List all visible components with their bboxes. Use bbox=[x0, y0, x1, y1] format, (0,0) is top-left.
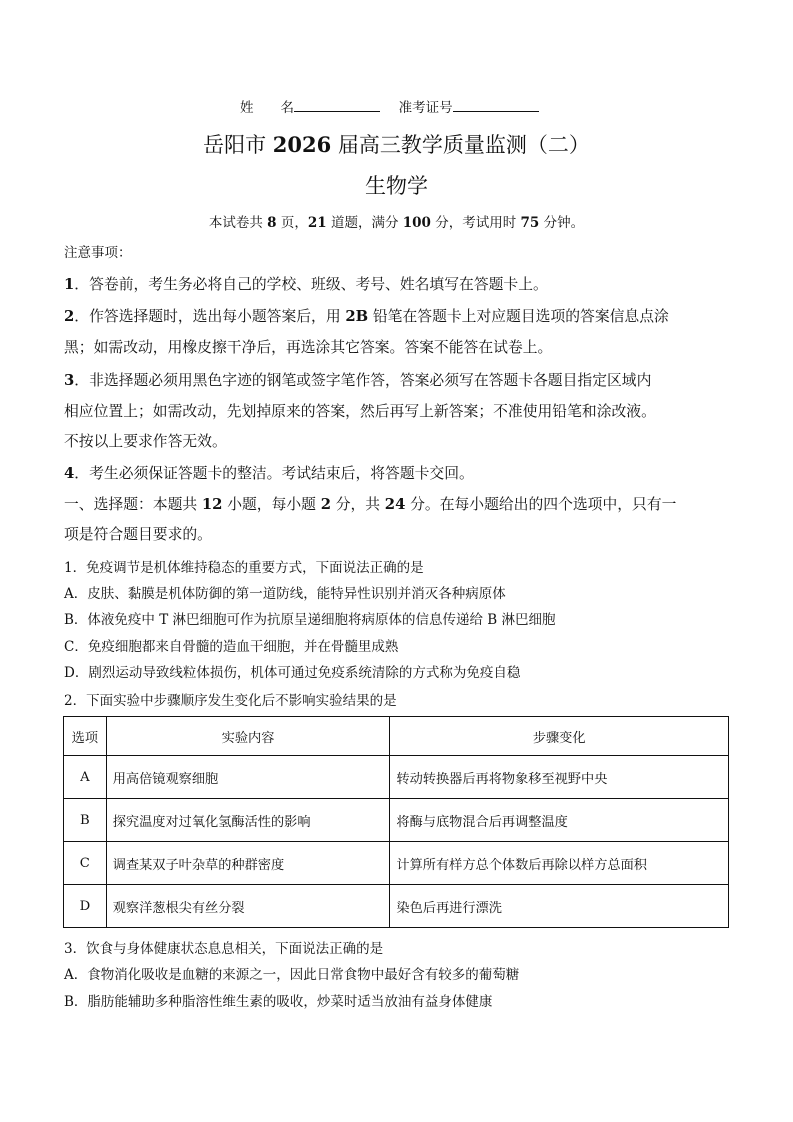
option-letter: D bbox=[64, 885, 107, 928]
header-change: 步骤变化 bbox=[390, 717, 729, 756]
question-2-stem: 2．下面实验中步骤顺序发生变化后不影响实验结果的是 bbox=[64, 693, 397, 709]
section-heading: 一、选择题：本题共 12 小题，每小题 2 分，共 24 分。在每小题给出的四个选项中，只有一 bbox=[64, 496, 677, 513]
step-change: 染色后再进行漂洗 bbox=[390, 885, 729, 928]
question-1-option-c: C．免疫细胞都来自骨髓的造血干细胞，并在骨髓里成熟 bbox=[64, 639, 399, 655]
notes-heading: 注意事项： bbox=[64, 245, 132, 261]
exam-title: 岳阳市 2026 届高三教学质量监测（二） bbox=[203, 132, 590, 157]
note-4: 4．考生必须保证答题卡的整洁。考试结束后，将答题卡交回。 bbox=[64, 465, 474, 482]
question-3-stem: 3．饮食与身体健康状态息息相关，下面说法正确的是 bbox=[64, 941, 384, 957]
exam-info: 本试卷共 8 页，21 道题，满分 100 分，考试用时 75 分钟。 bbox=[208, 215, 585, 231]
table-row bbox=[64, 756, 729, 799]
exam-year: 2026 bbox=[272, 132, 332, 157]
note-3-cont: 相应位置上；如需改动，先划掉原来的答案，然后再写上新答案；不准使用铅笔和涂改液。 bbox=[64, 403, 656, 420]
note-2-cont: 黑；如需改动，用橡皮擦干净后，再选涂其它答案。答案不能答在试卷上。 bbox=[64, 339, 553, 356]
option-letter: B bbox=[64, 799, 107, 842]
section-heading-cont: 项是符合题目要求的。 bbox=[64, 526, 212, 543]
option-letter: A bbox=[64, 756, 107, 799]
question-1-option-b: B．体液免疫中 T 淋巴细胞可作为抗原呈递细胞将病原体的信息传递给 B 淋巴细胞 bbox=[64, 612, 556, 628]
note-1: 1．答卷前，考生务必将自己的学校、班级、考号、姓名填写在答题卡上。 bbox=[64, 276, 548, 293]
exam-number-label: 准考证号 bbox=[398, 100, 453, 116]
table-header-row bbox=[64, 717, 729, 756]
table-row bbox=[64, 842, 729, 885]
option-letter: C bbox=[64, 842, 107, 885]
table-row bbox=[64, 799, 729, 842]
note-3-cont2: 不按以上要求作答无效。 bbox=[64, 433, 227, 450]
name-label: 姓 名 bbox=[240, 100, 294, 116]
name-blank[interactable] bbox=[294, 97, 380, 112]
candidate-info-line bbox=[240, 96, 539, 116]
question-2-table bbox=[63, 716, 729, 928]
experiment-content: 探究温度对过氧化氢酶活性的影响 bbox=[106, 799, 390, 842]
step-change: 将酶与底物混合后再调整温度 bbox=[390, 799, 729, 842]
step-change: 转动转换器后再将物象移至视野中央 bbox=[390, 756, 729, 799]
experiment-content: 观察洋葱根尖有丝分裂 bbox=[106, 885, 390, 928]
header-option: 选项 bbox=[64, 717, 107, 756]
experiment-content: 用高倍镜观察细胞 bbox=[106, 756, 390, 799]
question-1-option-a: A．皮肤、黏膜是机体防御的第一道防线，能特异性识别并消灭各种病原体 bbox=[64, 586, 506, 602]
header-content: 实验内容 bbox=[106, 717, 390, 756]
question-3-option-a: A．食物消化吸收是血糖的来源之一，因此日常食物中最好含有较多的葡萄糖 bbox=[64, 967, 520, 983]
question-1-stem: 1．免疫调节是机体维持稳态的重要方式，下面说法正确的是 bbox=[64, 560, 424, 576]
note-2: 2．作答选择题时，选出每小题答案后，用 2B 铅笔在答题卡上对应题目选项的答案信息点涂 bbox=[64, 308, 669, 325]
exam-number-blank[interactable] bbox=[453, 97, 539, 112]
step-change: 计算所有样方总个体数后再除以样方总面积 bbox=[390, 842, 729, 885]
question-3-option-b: B．脂肪能辅助多种脂溶性维生素的吸收，炒菜时适当放油有益身体健康 bbox=[64, 994, 493, 1010]
question-1-option-d: D．剧烈运动导致线粒体损伤，机体可通过免疫系统清除的方式称为免疫自稳 bbox=[64, 665, 521, 681]
experiment-content: 调查某双子叶杂草的种群密度 bbox=[106, 842, 390, 885]
table-row bbox=[64, 885, 729, 928]
note-3: 3．非选择题必须用黑色字迹的钢笔或签字笔作答，答案必须写在答题卡各题目指定区域内 bbox=[64, 372, 652, 389]
subject-title: 生物学 bbox=[365, 174, 428, 198]
